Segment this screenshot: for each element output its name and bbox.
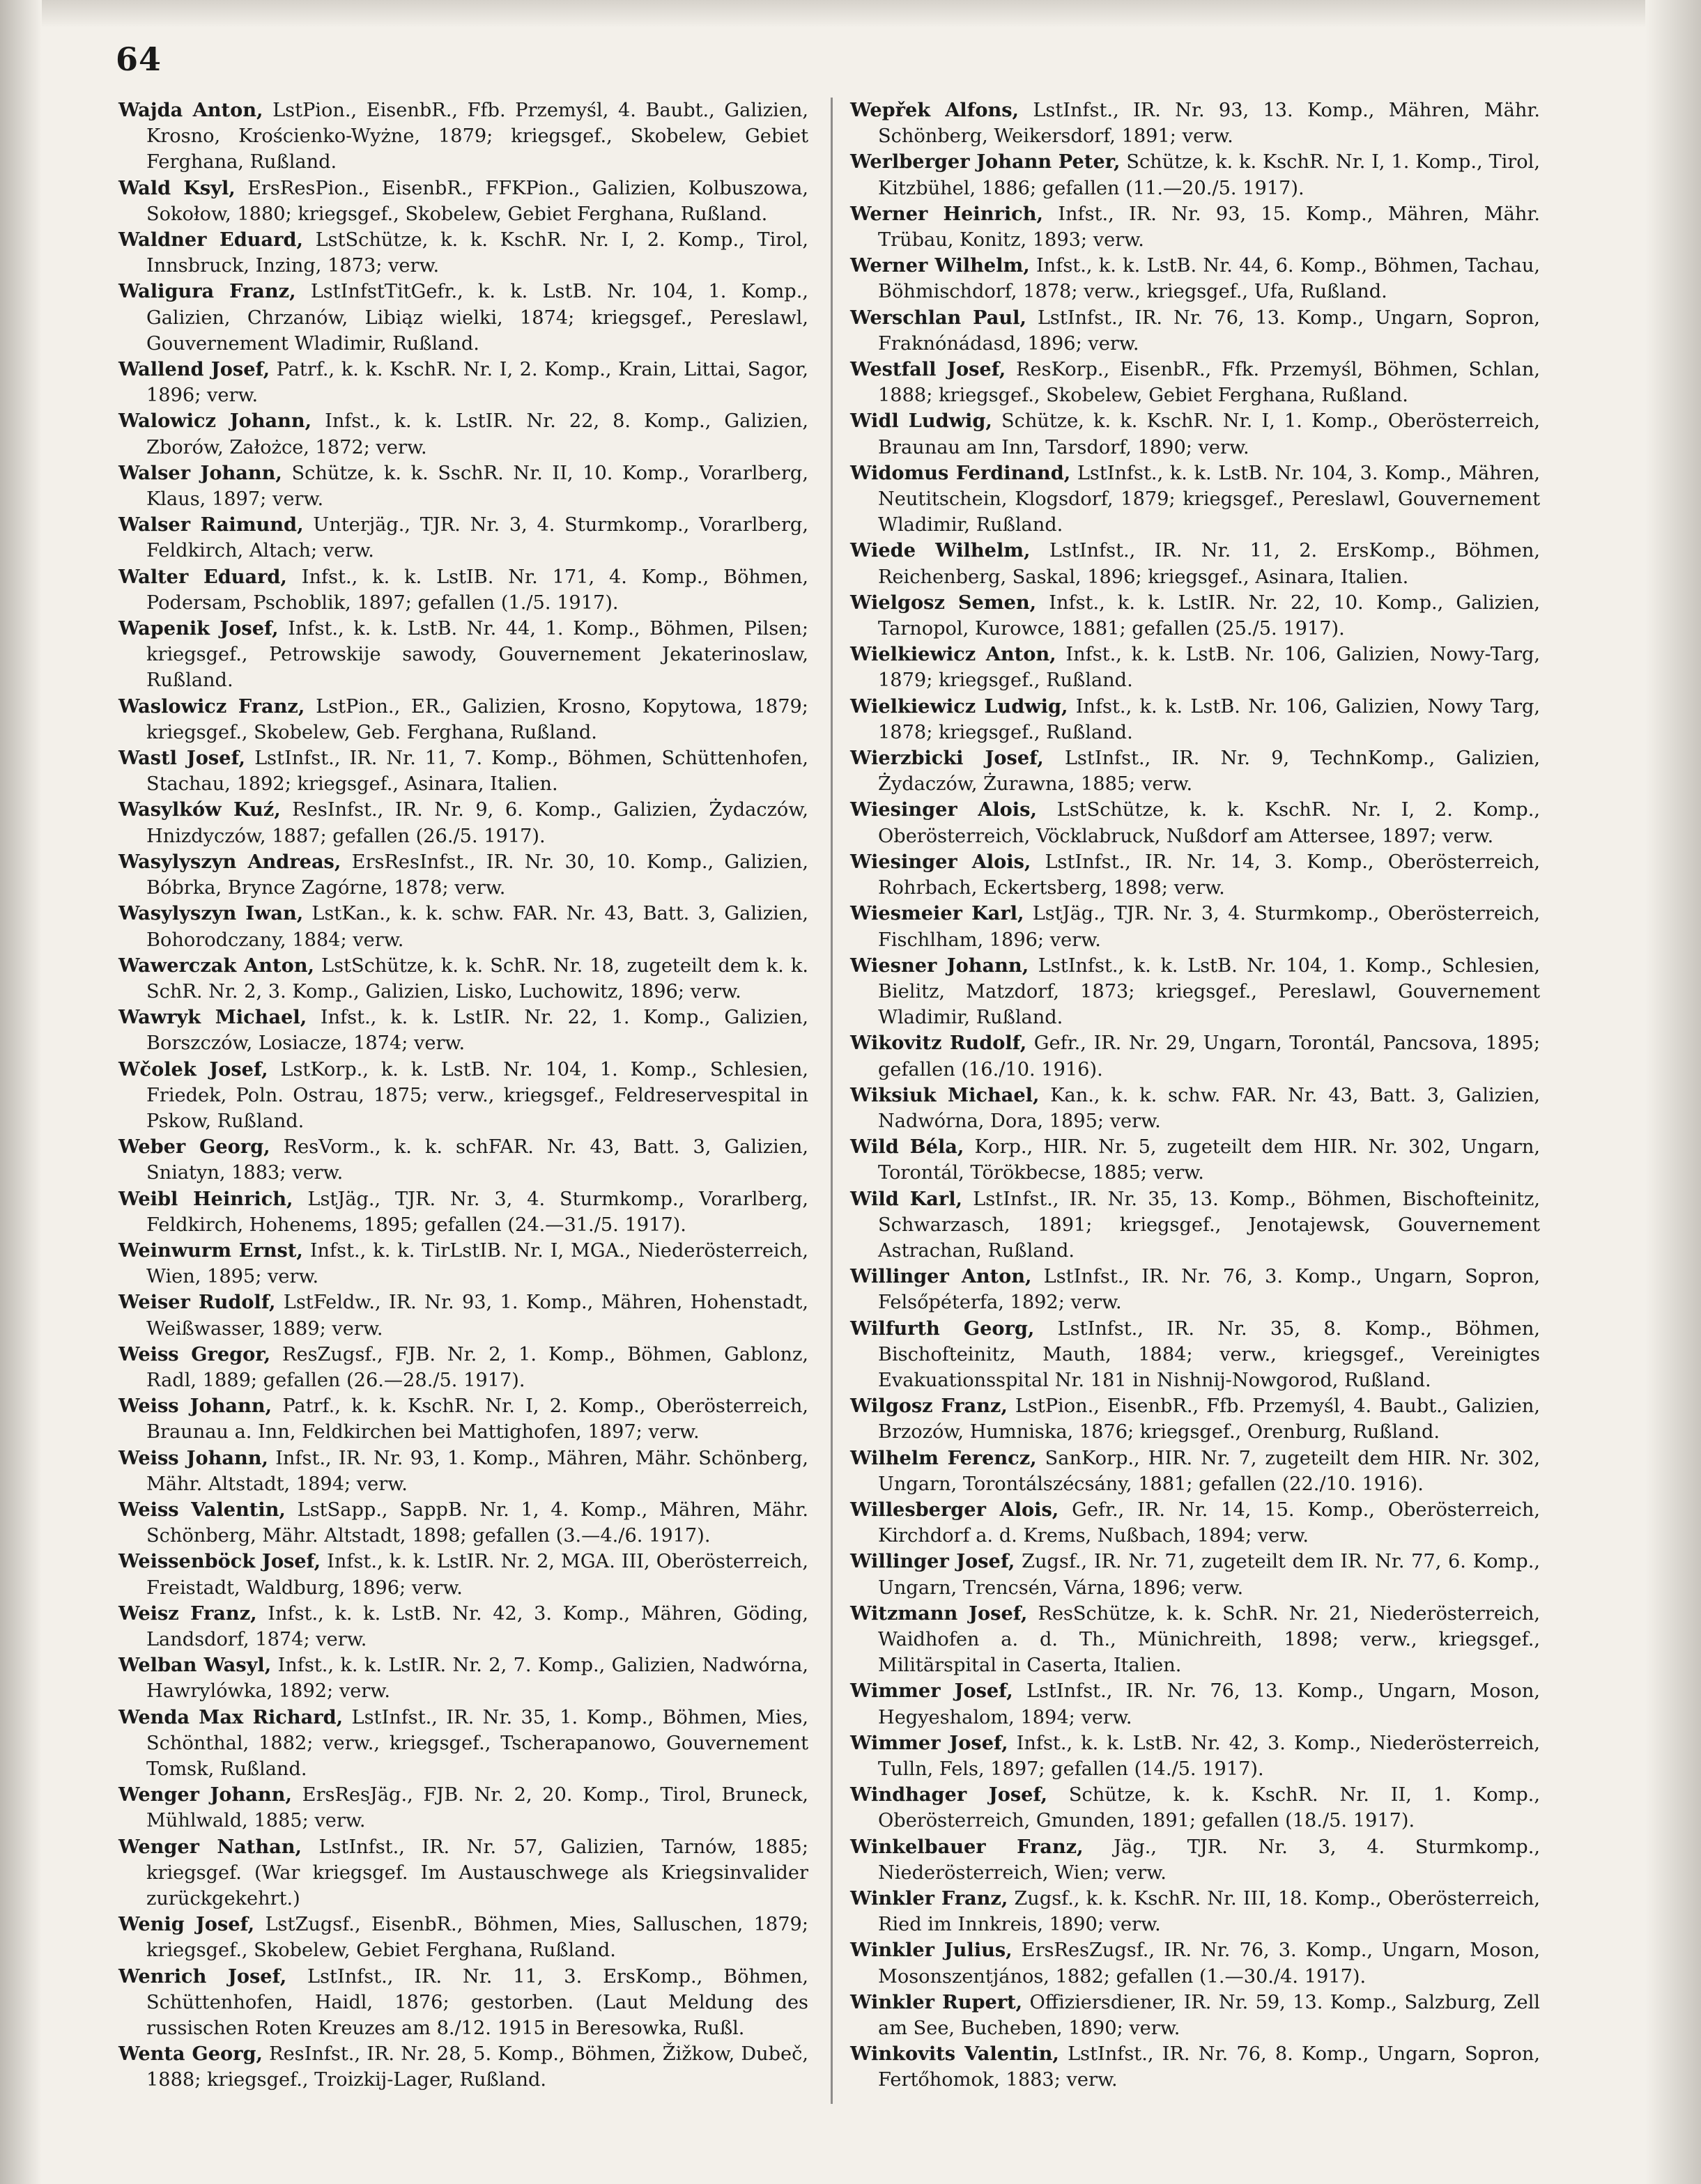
list-item [118,279,808,357]
entry-details: ErsResPion., EisenbR., FFKPion., Galizien, Kolbuszowa, Sokołow, 1880; kriegsgef., Skobelew, Gebiet Ferghana, Rußland. [146,177,808,225]
entry-name: Winkler Julius, [850,1939,1013,1962]
entry-name: Winkler Franz, [850,1887,1008,1910]
entry-details: Infst., k. k. LstB. Nr. 44, 6. Komp., Böhmen, Tachau, Böhmischdorf, 1878; verw., kriegsgef., Ufa, Rußland. [878,255,1540,303]
list-item [850,953,1540,1031]
list-item [118,357,808,408]
list-item [118,1393,808,1445]
entry-name: Werner Heinrich, [850,202,1043,225]
scan-shadow-left [0,0,42,2184]
entry-name: Wenrich Josef, [118,1965,287,1988]
entry-name: Wielkiewicz Ludwig, [850,695,1068,718]
entry-details: LstInfst., IR. Nr. 9, TechnKomp., Galizien, Żydaczów, Żurawna, 1885; verw. [878,748,1540,796]
right-column [850,98,1540,2093]
list-item [850,797,1540,849]
entry-details: LstInfst., IR. Nr. 11, 2. ErsKomp., Böhmen, Reichenberg, Saskal, 1896; kriegsgef., Asinara, Italien. [878,540,1540,588]
list-item [118,1497,808,1549]
entry-name: Wierzbicki Josef, [850,747,1044,770]
list-item [850,590,1540,642]
entry-details: LstInfst., IR. Nr. 11, 3. ErsKomp., Böhmen, Schüttenhofen, Haidl, 1876; gestorben. (Laut Meldung des russischen Roten Kreuzes am 8./12. 1915 in Beresowka, Rußl. [146,1965,808,2040]
list-item [118,512,808,564]
entry-details: LstInfst., IR. Nr. 76, 13. Komp., Ungarn, Sopron, Fraknónádasd, 1896; verw. [878,307,1540,355]
entry-details: LstInfst., k. k. LstB. Nr. 104, 3. Komp., Mähren, Neutitschein, Klogsdorf, 1879; kriegsgef., Pereslawl, Gouvernement Wladimir, Rußland. [878,462,1540,536]
list-item [118,1238,808,1290]
list-item [850,1834,1540,1886]
entry-name: Wild Karl, [850,1187,963,1210]
scan-shadow-right [1645,0,1701,2184]
entry-name: Wenger Johann, [118,1783,292,1806]
entry-name: Weibl Heinrich, [118,1187,293,1210]
entry-details: SanKorp., HIR. Nr. 7, zugeteilt dem HIR. Nr. 302, Ungarn, Torontálszécsány, 1881; gefallen (22./10. 1916). [878,1447,1540,1495]
list-item [118,1342,808,1393]
entry-name: Weiss Johann, [118,1395,272,1418]
entry-details: Infst., IR. Nr. 93, 15. Komp., Mähren, Mähr. Trübau, Konitz, 1893; verw. [878,203,1540,251]
list-item [850,1030,1540,1082]
entry-details: Gefr., IR. Nr. 29, Ungarn, Torontál, Pancsova, 1895; gefallen (16./10. 1916). [878,1032,1540,1081]
entry-details: Schütze, k. k. SschR. Nr. II, 10. Komp., Vorarlberg, Klaus, 1897; verw. [146,462,808,511]
list-item [850,1083,1540,1134]
entry-details: Infst., k. k. LstIB. Nr. 171, 4. Komp., Böhmen, Podersam, Pschoblik, 1897; gefallen (1./5. 1917). [146,566,808,614]
list-item [850,1730,1540,1782]
list-item [850,98,1540,149]
list-item [850,642,1540,693]
list-item [118,745,808,797]
entry-details: Unterjäg., TJR. Nr. 3, 4. Sturmkomp., Vorarlberg, Feldkirch, Altach; verw. [146,514,808,562]
entry-details: LstInfst., k. k. LstB. Nr. 104, 1. Komp., Schlesien, Bielitz, Matzdorf, 1873; kriegsgef., Pereslawl, Gouvernement Wladimir, Rußland. [878,954,1540,1029]
list-item [118,1652,808,1704]
entry-name: Walter Eduard, [118,565,287,588]
list-item [118,1964,808,2042]
entry-name: Widomus Ferdinand, [850,461,1071,484]
entry-details: Korp., HIR. Nr. 5, zugeteilt dem HIR. Nr. 302, Ungarn, Torontál, Törökbecse, 1885; verw. [878,1136,1540,1184]
list-item [850,745,1540,797]
list-item [850,1393,1540,1445]
entry-name: Wawerczak Anton, [118,954,314,977]
list-item [850,1549,1540,1600]
entry-name: Wimmer Josef, [850,1731,1008,1754]
entry-details: Gefr., IR. Nr. 14, 15. Komp., Oberösterreich, Kirchdorf a. d. Krems, Nußbach, 1894; verw. [878,1498,1540,1547]
list-item [118,1290,808,1341]
list-item [850,1316,1540,1394]
entry-name: Wielgosz Semen, [850,591,1037,614]
list-item [850,1937,1540,1989]
entry-details: ErsResInfst., IR. Nr. 30, 10. Komp., Galizien, Bóbrka, Brynce Zagórne, 1878; verw. [146,851,808,899]
entry-details: ResKorp., EisenbR., Ffk. Przemyśl, Böhmen, Schlan, 1888; kriegsgef., Skobelew, Gebiet Ferghana, Rußland. [878,359,1540,407]
list-item [118,1782,808,1834]
entry-details: LstPion., EisenbR., Ffb. Przemyśl, 4. Baubt., Galizien, Krosno, Krościenko-Wyżne, 1879; kriegsgef., Skobelew, Gebiet Ferghana, Rußland. [146,100,808,173]
entry-name: Wasylków Kuź, [118,798,281,821]
entry-details: LstJäg., TJR. Nr. 3, 4. Sturmkomp., Oberösterreich, Fischlham, 1896; verw. [878,903,1540,951]
entry-name: Weiss Johann, [118,1446,268,1469]
entry-details: LstInfstTitGefr., k. k. LstB. Nr. 104, 1. Komp., Galizien, Chrzanów, Libiąz wielki, 1874; kriegsgef., Pereslawl, Gouvernement Wladimir, Rußland. [146,281,808,355]
list-item [850,1601,1540,1679]
entry-name: Willinger Josef, [850,1550,1015,1573]
entry-details: ResInfst., IR. Nr. 9, 6. Komp., Galizien, Żydaczów, Hnizdyczów, 1887; gefallen (26./5. 1917). [146,799,808,847]
list-item [850,460,1540,539]
list-item [850,694,1540,745]
entry-name: Weiss Gregor, [118,1342,271,1365]
list-item [850,849,1540,901]
list-item [118,227,808,279]
entry-name: Winkelbauer Franz, [850,1835,1084,1858]
entry-details: Infst., IR. Nr. 93, 1. Komp., Mähren, Mähr. Schönberg, Mähr. Altstadt, 1894; verw. [146,1447,808,1495]
entry-name: Wasylyszyn Andreas, [118,850,341,873]
list-item [850,1497,1540,1549]
list-item [850,1446,1540,1497]
list-item [850,538,1540,589]
entry-name: Weissenböck Josef, [118,1550,321,1573]
entry-details: LstInfst., IR. Nr. 35, 13. Komp., Böhmen, Bischofteinitz, Schwarzasch, 1891; kriegsgef., Jenotajewsk, Gouvernement Astrachan, Rußland. [878,1188,1540,1262]
list-item [118,849,808,901]
column-divider [831,98,833,2104]
left-column [118,98,808,2093]
entry-name: Welban Wasyl, [118,1654,272,1677]
entry-details: Zugsf., IR. Nr. 71, zugeteilt dem IR. Nr. 77, 6. Komp., Ungarn, Trencsén, Várna, 1896; verw. [878,1551,1540,1599]
entry-details: LstJäg., TJR. Nr. 3, 4. Sturmkomp., Vorarlberg, Feldkirch, Hohenems, 1895; gefallen (24.—31./5. 1917). [146,1188,808,1236]
entry-name: Walser Johann, [118,461,282,484]
list-item [850,253,1540,304]
entry-details: ResZugsf., FJB. Nr. 2, 1. Komp., Böhmen, Gablonz, Radl, 1889; gefallen (26.—28./5. 1917). [146,1343,808,1391]
entry-name: Werschlan Paul, [850,306,1026,329]
entry-details: LstInfst., IR. Nr. 35, 8. Komp., Böhmen, Bischofteinitz, Mauth, 1884; verw., kriegsgef., Vereinigtes Evakuationsspital Nr. 181 in Nishnij-Nowgorod, Rußland. [878,1317,1540,1391]
list-item [118,2041,808,2093]
entry-details: LstInfst., IR. Nr. 14, 3. Komp., Oberösterreich, Rohrbach, Eckertsberg, 1898; verw. [878,851,1540,899]
entry-details: ErsResZugsf., IR. Nr. 76, 3. Komp., Ungarn, Moson, Mosonszentjános, 1882; gefallen (1.—30./4. 1917). [878,1939,1540,1988]
list-item [118,616,808,694]
entry-name: Wepřek Alfons, [850,99,1019,121]
entry-name: Winkler Rupert, [850,1990,1023,2013]
list-item [118,460,808,512]
list-item [850,1678,1540,1730]
entry-name: Wilhelm Ferencz, [850,1446,1037,1469]
list-item [118,1134,808,1186]
list-item [850,357,1540,408]
entry-details: Infst., k. k. LstIR. Nr. 22, 1. Komp., Galizien, Borszczów, Losiacze, 1874; verw. [146,1007,808,1055]
entry-details: ResInfst., IR. Nr. 28, 5. Komp., Böhmen, Žižkow, Dubeč, 1888; kriegsgef., Troizkij-Lager, Rußland. [146,2043,809,2091]
entry-name: Wielkiewicz Anton, [850,643,1056,666]
entry-details: LstInfst., IR. Nr. 11, 7. Komp., Böhmen, Schüttenhofen, Stachau, 1892; kriegsgef., Asinara, Italien. [146,748,809,796]
entry-details: ResSchütze, k. k. SchR. Nr. 21, Niederösterreich, Waidhofen a. d. Th., Münichreith, 1898; verw., kriegsgef., Militärspital in Caserta, Italien. [878,1602,1540,1677]
entry-details: LstSchütze, k. k. SchR. Nr. 18, zugeteilt dem k. k. SchR. Nr. 2, 3. Komp., Galizien, Lisko, Luchowitz, 1896; verw. [146,954,808,1002]
list-item [850,1782,1540,1834]
list-item [118,1186,808,1238]
entry-name: Wenda Max Richard, [118,1705,344,1728]
entry-name: Werner Wilhelm, [850,254,1030,277]
entry-name: Wild Béla, [850,1136,964,1159]
entry-details: LstPion., ER., Galizien, Krosno, Kopytowa, 1879; kriegsgef., Skobelew, Geb. Ferghana, Rußland. [146,695,808,743]
entry-name: Walser Raimund, [118,513,304,536]
list-item [850,1264,1540,1315]
entry-name: Wčolek Josef, [118,1058,268,1081]
entry-details: LstKan., k. k. schw. FAR. Nr. 43, Batt. 3, Galizien, Bohorodczany, 1884; verw. [146,903,808,951]
entry-name: Wapenik Josef, [118,617,279,640]
list-item [850,1990,1540,2041]
entry-details: Infst., k. k. TirLstIB. Nr. I, MGA., Niederösterreich, Wien, 1895; verw. [146,1239,808,1288]
entry-details: LstFeldw., IR. Nr. 93, 1. Komp., Mähren, Hohenstadt, Weißwasser, 1889; verw. [146,1292,808,1340]
list-item [850,1134,1540,1186]
entry-name: Waldner Eduard, [118,229,303,251]
entry-name: Weiser Rudolf, [118,1291,276,1314]
entry-details: Infst., k. k. LstIR. Nr. 2, MGA. III, Oberösterreich, Freistadt, Waldburg, 1896; verw. [146,1551,808,1599]
list-item [118,1549,808,1600]
list-item [118,564,808,616]
entry-name: Wajda Anton, [118,99,263,121]
scan-shadow-top [0,0,1701,28]
list-item [118,176,808,227]
entry-name: Wiesinger Alois, [850,850,1031,873]
list-item [118,1057,808,1135]
entry-name: Wiesmeier Karl, [850,902,1024,925]
entry-details: LstInfst., IR. Nr. 93, 13. Komp., Mähren, Mähr. Schönberg, Weikersdorf, 1891; verw. [878,100,1540,148]
entry-name: Wilfurth Georg, [850,1317,1035,1340]
entry-details: Kan., k. k. schw. FAR. Nr. 43, Batt. 3, Galizien, Nadwórna, Dora, 1895; verw. [878,1084,1540,1132]
entry-name: Winkovits Valentin, [850,2043,1059,2066]
entry-details: Jäg., TJR. Nr. 3, 4. Sturmkomp., Niederösterreich, Wien; verw. [878,1836,1540,1884]
list-item [118,1834,808,1912]
entry-name: Waligura Franz, [118,280,296,303]
entry-name: Wiede Wilhelm, [850,539,1031,562]
entry-details: Infst., k. k. LstB. Nr. 106, Galizien, Nowy-Targ, 1879; kriegsgef., Rußland. [878,644,1540,692]
entry-details: LstPion., EisenbR., Ffb. Przemyśl, 4. Baubt., Galizien, Brzozów, Humniska, 1876; kriegsgef., Orenburg, Rußland. [878,1395,1540,1443]
entry-details: LstSapp., SappB. Nr. 1, 4. Komp., Mähren, Mähr. Schönberg, Mähr. Altstadt, 1898; gefallen (3.—4./6. 1917). [146,1498,808,1547]
entry-name: Widl Ludwig, [850,410,992,433]
list-item [850,201,1540,253]
list-item [118,1005,808,1056]
list-item [850,1886,1540,1937]
entry-details: Patrf., k. k. KschR. Nr. I, 2. Komp., Oberösterreich, Braunau a. Inn, Feldkirchen bei Mattighofen, 1897; verw. [146,1395,808,1443]
entry-details: Zugsf., k. k. KschR. Nr. III, 18. Komp., Oberösterreich, Ried im Innkreis, 1890; verw. [878,1888,1540,1936]
entry-name: Westfall Josef, [850,358,1006,381]
entry-details: LstInfst., IR. Nr. 76, 13. Komp., Ungarn, Moson, Hegyeshalom, 1894; verw. [878,1680,1540,1728]
list-item [118,1705,808,1783]
entry-name: Windhager Josef, [850,1783,1048,1806]
list-item [118,797,808,849]
entry-details: LstInfst., IR. Nr. 35, 1. Komp., Böhmen, Mies, Schönthal, 1882; verw., kriegsgef., Tscherapanowo, Gouvernement Tomsk, Rußland. [146,1706,808,1780]
entry-name: Willesberger Alois, [850,1498,1059,1521]
entry-details: Infst., k. k. LstIR. Nr. 22, 8. Komp., Galizien, Zborów, Założce, 1872; verw. [146,410,808,458]
entry-details: Infst., k. k. LstB. Nr. 44, 1. Komp., Böhmen, Pilsen; kriegsgef., Petrowskije sawody, Gouvernement Jekaterinoslaw, Rußland. [146,618,808,692]
entry-name: Witzmann Josef, [850,1602,1028,1625]
entry-name: Wawryk Michael, [118,1006,307,1029]
entry-name: Weisz Franz, [118,1602,257,1625]
entry-name: Wald Ksyl, [118,176,236,199]
entry-details: LstZugsf., EisenbR., Böhmen, Mies, Salluschen, 1879; kriegsgef., Skobelew, Gebiet Ferghana, Rußland. [146,1914,808,1962]
entry-details: LstSchütze, k. k. KschR. Nr. I, 2. Komp., Tirol, Innsbruck, Inzing, 1873; verw. [146,229,808,277]
entry-name: Weinwurm Ernst, [118,1239,303,1262]
entry-details: LstInfst., IR. Nr. 76, 8. Komp., Ungarn, Sopron, Fertőhomok, 1883; verw. [878,2043,1540,2091]
list-item [850,901,1540,952]
entry-details: ErsResJäg., FJB. Nr. 2, 20. Komp., Tirol, Bruneck, Mühlwald, 1885; verw. [146,1784,808,1832]
entry-name: Wilgosz Franz, [850,1395,1008,1418]
entry-name: Wiesinger Alois, [850,798,1037,821]
entry-name: Wiksiuk Michael, [850,1083,1040,1106]
entry-details: Infst., k. k. LstIR. Nr. 22, 10. Komp., Galizien, Tarnopol, Kurowce, 1881; gefallen (25./5. 1917). [878,591,1540,640]
entry-details: Infst., k. k. LstB. Nr. 42, 3. Komp., Niederösterreich, Tulln, Fels, 1897; gefallen (14./5. 1917). [878,1732,1540,1780]
list-item [118,1601,808,1652]
list-item [118,953,808,1005]
list-item [118,408,808,460]
entry-name: Wimmer Josef, [850,1680,1013,1703]
entry-details: LstInfst., IR. Nr. 57, Galizien, Tarnów, 1885; kriegsgef. (War kriegsgef. Im Austauschwege als Kriegsinvalider zurückgekehrt.) [146,1836,808,1910]
entry-details: Patrf., k. k. KschR. Nr. I, 2. Komp., Krain, Littai, Sagor, 1896; verw. [146,359,808,407]
entry-details: LstInfst., IR. Nr. 76, 3. Komp., Ungarn, Sopron, Felsőpéterfa, 1892; verw. [878,1266,1540,1314]
list-item [118,98,808,176]
entry-name: Wasylyszyn Iwan, [118,902,304,925]
entry-name: Wiesner Johann, [850,954,1029,977]
entry-details: Infst., k. k. LstB. Nr. 42, 3. Komp., Mähren, Göding, Landsdorf, 1874; verw. [146,1602,808,1650]
list-item [850,1186,1540,1264]
entry-name: Wallend Josef, [118,358,270,381]
entry-name: Weiss Valentin, [118,1498,286,1521]
entry-details: LstSchütze, k. k. KschR. Nr. I, 2. Komp., Oberösterreich, Vöcklabruck, Nußdorf am Attersee, 1897; verw. [878,799,1540,847]
entry-name: Wastl Josef, [118,747,246,770]
entry-details: Infst., k. k. LstB. Nr. 106, Galizien, Nowy Targ, 1878; kriegsgef., Rußland. [878,695,1540,743]
entry-name: Waslowicz Franz, [118,695,305,718]
entry-details: Offiziersdiener, IR. Nr. 59, 13. Komp., Salzburg, Zell am See, Bucheben, 1890; verw. [878,1991,1540,2040]
entry-name: Werlberger Johann Peter, [850,150,1121,173]
entry-details: ResVorm., k. k. schFAR. Nr. 43, Batt. 3, Galizien, Sniatyn, 1883; verw. [146,1136,808,1184]
page-number: 64 [116,40,162,78]
list-item [118,1912,808,1963]
entry-name: Willinger Anton, [850,1265,1032,1288]
entry-name: Walowicz Johann, [118,410,312,433]
entry-details: Infst., k. k. LstIR. Nr. 2, 7. Komp., Galizien, Nadwórna, Hawrylówka, 1892; verw. [146,1655,808,1703]
entry-name: Weber Georg, [118,1136,270,1159]
entry-name: Wenta Georg, [118,2043,263,2066]
entry-details: Schütze, k. k. KschR. Nr. I, 1. Komp., Tirol, Kitzbühel, 1886; gefallen (11.—20./5. 1917). [878,151,1540,199]
entry-name: Wenger Nathan, [118,1835,302,1858]
list-item [850,305,1540,357]
entry-details: Schütze, k. k. KschR. Nr. I, 1. Komp., Oberösterreich, Braunau am Inn, Tarsdorf, 1890; verw. [878,410,1540,458]
entry-details: Schütze, k. k. KschR. Nr. II, 1. Komp., Oberösterreich, Gmunden, 1891; gefallen (18./5. 1917). [878,1784,1540,1832]
list-item [850,2041,1540,2093]
entry-name: Wikovitz Rudolf, [850,1032,1027,1055]
entry-details: LstKorp., k. k. LstB. Nr. 104, 1. Komp., Schlesien, Friedek, Poln. Ostrau, 1875; verw., kriegsgef., Feldreservespital in Pskow, Rußland. [146,1058,808,1132]
list-item [850,408,1540,460]
list-item [118,694,808,745]
list-item [118,1446,808,1497]
entry-name: Wenig Josef, [118,1913,255,1936]
list-item [850,149,1540,201]
list-item [118,901,808,952]
